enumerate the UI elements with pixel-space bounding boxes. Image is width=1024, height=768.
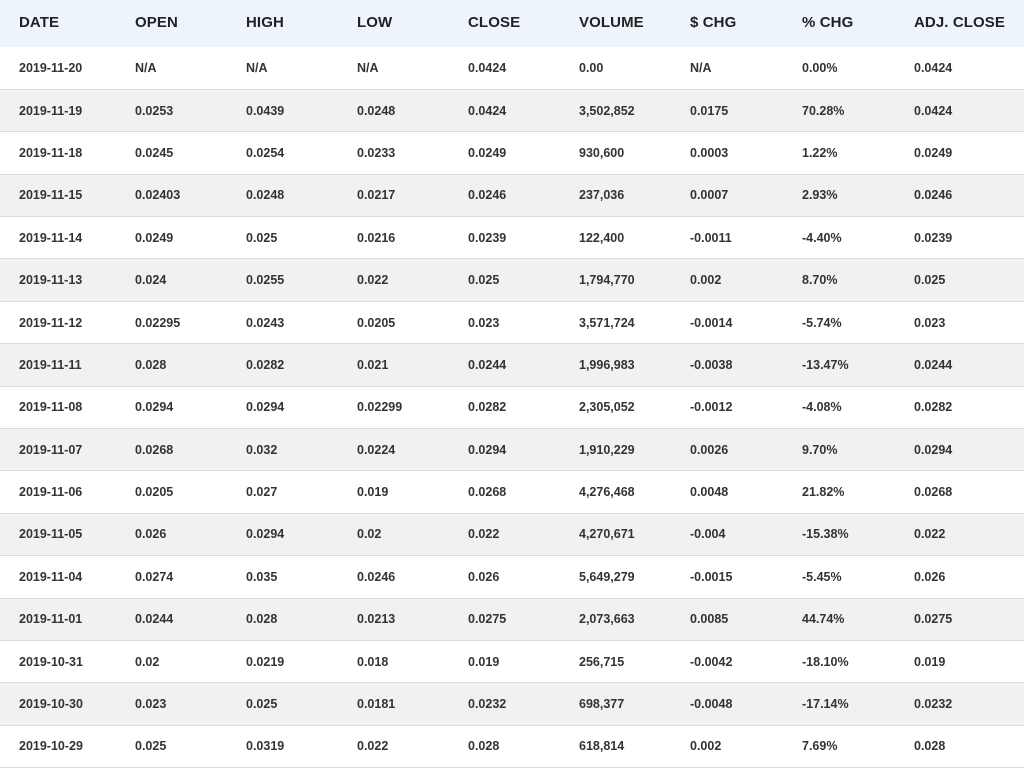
high-cell: 0.0319 (246, 739, 285, 754)
adj-close-cell: 0.0282 (914, 400, 953, 415)
high-cell: 0.027 (246, 485, 278, 500)
volume-cell: 122,400 (579, 230, 625, 245)
date-cell: 2019-11-01 (19, 612, 83, 627)
table-row (0, 301, 1024, 343)
table-row (0, 429, 1024, 471)
table-row (0, 598, 1024, 640)
dollar-change-cell: -0.0015 (690, 569, 733, 584)
close-cell: 0.0424 (468, 60, 507, 75)
dollar-change-cell: -0.0048 (690, 697, 733, 712)
high-cell: 0.0243 (246, 315, 285, 330)
date-cell: 2019-11-20 (19, 60, 83, 75)
date-cell: 2019-11-06 (19, 485, 83, 500)
volume-cell: 237,036 (579, 188, 625, 203)
date-cell: 2019-10-29 (19, 739, 83, 754)
adj-close-cell: 0.0424 (914, 60, 953, 75)
high-cell: 0.0255 (246, 273, 285, 288)
low-cell: 0.0205 (357, 315, 396, 330)
date-cell: 2019-11-18 (19, 145, 83, 160)
date-cell: 2019-10-31 (19, 654, 83, 669)
adj-close-cell: 0.0249 (914, 145, 953, 160)
high-cell: 0.028 (246, 612, 278, 627)
close-cell: 0.0275 (468, 612, 507, 627)
percent-change-cell: 7.69% (802, 739, 838, 754)
dollar-change-cell: 0.0175 (690, 103, 729, 118)
low-cell: 0.0248 (357, 103, 396, 118)
header-dollar-change[interactable]: $ CHG (690, 14, 737, 31)
adj-close-cell: 0.0244 (914, 357, 953, 372)
high-cell: 0.0439 (246, 103, 285, 118)
low-cell: N/A (357, 60, 379, 75)
dollar-change-cell: -0.0011 (690, 230, 732, 245)
open-cell: 0.0244 (135, 612, 174, 627)
date-cell: 2019-11-08 (19, 400, 83, 415)
table-row (0, 471, 1024, 513)
volume-cell: 930,600 (579, 145, 625, 160)
volume-cell: 618,814 (579, 739, 625, 754)
high-cell: 0.0248 (246, 188, 285, 203)
open-cell: 0.02403 (135, 188, 181, 203)
header-close[interactable]: CLOSE (468, 14, 521, 31)
date-cell: 2019-11-12 (19, 315, 83, 330)
close-cell: 0.0294 (468, 442, 507, 457)
header-date[interactable]: DATE (19, 14, 60, 31)
header-volume[interactable]: VOLUME (579, 14, 644, 31)
table-row (0, 640, 1024, 682)
volume-cell: 1,910,229 (579, 442, 635, 457)
percent-change-cell: 9.70% (802, 442, 838, 457)
percent-change-cell: 8.70% (802, 273, 838, 288)
volume-cell: 1,794,770 (579, 273, 635, 288)
volume-cell: 2,305,052 (579, 400, 635, 415)
table-row (0, 259, 1024, 301)
volume-cell: 1,996,983 (579, 357, 635, 372)
adj-close-cell: 0.022 (914, 527, 946, 542)
percent-change-cell: -17.14% (802, 697, 849, 712)
adj-close-cell: 0.026 (914, 569, 946, 584)
adj-close-cell: 0.0232 (914, 697, 953, 712)
low-cell: 0.022 (357, 739, 389, 754)
adj-close-cell: 0.0275 (914, 612, 953, 627)
dollar-change-cell: -0.0042 (690, 654, 733, 669)
adj-close-cell: 0.019 (914, 654, 946, 669)
open-cell: 0.023 (135, 697, 167, 712)
table-row (0, 344, 1024, 386)
close-cell: 0.0424 (468, 103, 507, 118)
table-row (0, 725, 1024, 767)
volume-cell: 2,073,663 (579, 612, 635, 627)
date-cell: 2019-11-13 (19, 273, 83, 288)
close-cell: 0.0268 (468, 485, 507, 500)
adj-close-cell: 0.0294 (914, 442, 953, 457)
close-cell: 0.0232 (468, 697, 507, 712)
date-cell: 2019-11-05 (19, 527, 83, 542)
header-row (0, 0, 1024, 47)
adj-close-cell: 0.0239 (914, 230, 953, 245)
low-cell: 0.0216 (357, 230, 396, 245)
volume-cell: 4,270,671 (579, 527, 635, 542)
open-cell: 0.0253 (135, 103, 174, 118)
dollar-change-cell: 0.002 (690, 273, 722, 288)
percent-change-cell: 70.28% (802, 103, 845, 118)
table-body (0, 47, 1024, 768)
volume-cell: 0.00 (579, 60, 604, 75)
date-cell: 2019-11-11 (19, 357, 82, 372)
close-cell: 0.0239 (468, 230, 507, 245)
dollar-change-cell: -0.004 (690, 527, 726, 542)
percent-change-cell: -18.10% (802, 654, 849, 669)
dollar-change-cell: 0.0003 (690, 145, 729, 160)
percent-change-cell: 21.82% (802, 485, 845, 500)
open-cell: 0.026 (135, 527, 167, 542)
open-cell: 0.02295 (135, 315, 181, 330)
table-row (0, 89, 1024, 131)
low-cell: 0.021 (357, 357, 389, 372)
low-cell: 0.0224 (357, 442, 396, 457)
dollar-change-cell: 0.0085 (690, 612, 729, 627)
percent-change-cell: -4.08% (802, 400, 842, 415)
table-row (0, 386, 1024, 428)
dollar-change-cell: -0.0012 (690, 400, 733, 415)
percent-change-cell: 0.00% (802, 60, 838, 75)
volume-cell: 3,571,724 (579, 315, 635, 330)
dollar-change-cell: -0.0014 (690, 315, 733, 330)
open-cell: 0.0274 (135, 569, 174, 584)
percent-change-cell: 1.22% (802, 145, 838, 160)
open-cell: 0.0205 (135, 485, 174, 500)
percent-change-cell: 44.74% (802, 612, 845, 627)
close-cell: 0.0282 (468, 400, 507, 415)
low-cell: 0.0233 (357, 145, 396, 160)
high-cell: 0.025 (246, 230, 278, 245)
adj-close-cell: 0.0268 (914, 485, 953, 500)
dollar-change-cell: 0.0026 (690, 442, 729, 457)
volume-cell: 698,377 (579, 697, 625, 712)
table-row (0, 513, 1024, 555)
percent-change-cell: -13.47% (802, 357, 849, 372)
low-cell: 0.0181 (357, 697, 396, 712)
open-cell: 0.02 (135, 654, 160, 669)
percent-change-cell: 2.93% (802, 188, 838, 203)
percent-change-cell: -5.74% (802, 315, 842, 330)
high-cell: N/A (246, 60, 268, 75)
date-cell: 2019-10-30 (19, 697, 83, 712)
low-cell: 0.018 (357, 654, 389, 669)
low-cell: 0.0213 (357, 612, 396, 627)
volume-cell: 4,276,468 (579, 485, 635, 500)
volume-cell: 256,715 (579, 654, 625, 669)
adj-close-cell: 0.025 (914, 273, 946, 288)
low-cell: 0.0246 (357, 569, 396, 584)
open-cell: 0.025 (135, 739, 167, 754)
date-cell: 2019-11-07 (19, 442, 83, 457)
open-cell: 0.024 (135, 273, 167, 288)
table-row (0, 683, 1024, 725)
low-cell: 0.0217 (357, 188, 396, 203)
header-high[interactable]: HIGH (246, 14, 284, 31)
open-cell: 0.0294 (135, 400, 174, 415)
header-low[interactable]: LOW (357, 14, 393, 31)
close-cell: 0.023 (468, 315, 500, 330)
volume-cell: 3,502,852 (579, 103, 635, 118)
close-cell: 0.019 (468, 654, 500, 669)
low-cell: 0.02299 (357, 400, 403, 415)
open-cell: 0.0268 (135, 442, 174, 457)
header-percent-change[interactable]: % CHG (802, 14, 854, 31)
percent-change-cell: -15.38% (802, 527, 849, 542)
high-cell: 0.0282 (246, 357, 285, 372)
high-cell: 0.0294 (246, 527, 285, 542)
high-cell: 0.025 (246, 697, 278, 712)
low-cell: 0.02 (357, 527, 382, 542)
low-cell: 0.022 (357, 273, 389, 288)
header-adj-close[interactable]: ADJ. CLOSE (914, 14, 1006, 31)
table-row (0, 174, 1024, 216)
close-cell: 0.0246 (468, 188, 507, 203)
table-row (0, 132, 1024, 174)
dollar-change-cell: 0.0048 (690, 485, 729, 500)
high-cell: 0.0254 (246, 145, 285, 160)
date-cell: 2019-11-04 (19, 569, 83, 584)
adj-close-cell: 0.028 (914, 739, 946, 754)
dollar-change-cell: 0.0007 (690, 188, 729, 203)
high-cell: 0.0294 (246, 400, 285, 415)
date-cell: 2019-11-14 (19, 230, 83, 245)
header-open[interactable]: OPEN (135, 14, 178, 31)
date-cell: 2019-11-15 (19, 188, 83, 203)
close-cell: 0.0244 (468, 357, 507, 372)
percent-change-cell: -4.40% (802, 230, 842, 245)
volume-cell: 5,649,279 (579, 569, 635, 584)
table-row (0, 217, 1024, 259)
table-header (0, 0, 1024, 47)
date-cell: 2019-11-19 (19, 103, 83, 118)
low-cell: 0.019 (357, 485, 389, 500)
open-cell: 0.0249 (135, 230, 174, 245)
adj-close-cell: 0.0424 (914, 103, 953, 118)
close-cell: 0.026 (468, 569, 500, 584)
dollar-change-cell: N/A (690, 60, 712, 75)
percent-change-cell: -5.45% (802, 569, 842, 584)
open-cell: 0.028 (135, 357, 167, 372)
high-cell: 0.032 (246, 442, 278, 457)
table-row (0, 556, 1024, 598)
dollar-change-cell: -0.0038 (690, 357, 733, 372)
adj-close-cell: 0.0246 (914, 188, 953, 203)
close-cell: 0.025 (468, 273, 500, 288)
high-cell: 0.035 (246, 569, 278, 584)
open-cell: 0.0245 (135, 145, 174, 160)
high-cell: 0.0219 (246, 654, 285, 669)
table-row (0, 47, 1024, 89)
close-cell: 0.028 (468, 739, 500, 754)
adj-close-cell: 0.023 (914, 315, 946, 330)
dollar-change-cell: 0.002 (690, 739, 722, 754)
open-cell: N/A (135, 60, 157, 75)
close-cell: 0.0249 (468, 145, 507, 160)
close-cell: 0.022 (468, 527, 500, 542)
